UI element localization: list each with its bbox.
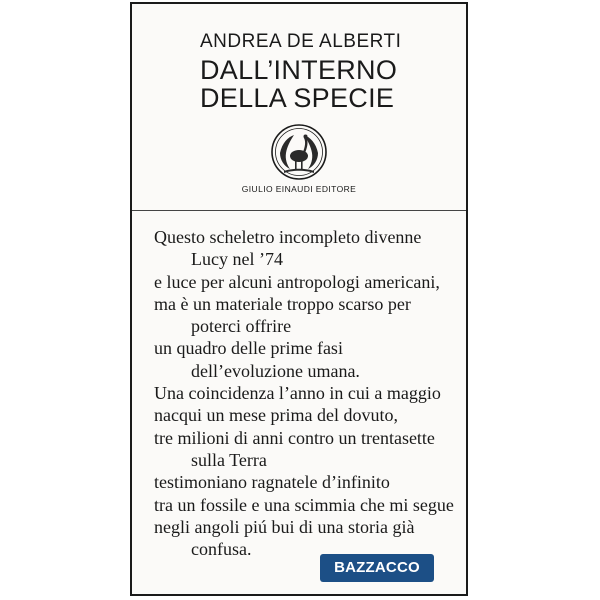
poem-line: tra un fossile e una scimmia che mi segue bbox=[154, 494, 454, 515]
poem-line: negli angoli piú bui di una storia già bbox=[154, 516, 415, 537]
book-cover bbox=[130, 2, 468, 596]
poem-line: testimoniano ragnatele d’infinito bbox=[154, 472, 390, 493]
poem-line: dell’evoluzione umana. bbox=[191, 360, 360, 381]
cover-divider bbox=[132, 210, 466, 211]
book-title-line-2: DELLA SPECIE bbox=[200, 83, 395, 113]
poem-line: confusa. bbox=[191, 539, 252, 560]
poem-line: e luce per alcuni antropologi americani, bbox=[154, 271, 440, 292]
author-name: ANDREA DE ALBERTI bbox=[200, 31, 402, 52]
bookshop-sticker: BAZZACCO bbox=[320, 554, 434, 582]
ostrich-emblem-icon bbox=[270, 123, 328, 181]
poem-line: tre milioni di anni contro un trentasette bbox=[154, 427, 435, 448]
poem-line: Una coincidenza l’anno in cui a maggio bbox=[154, 383, 441, 404]
poem-line: Questo scheletro incompleto divenne bbox=[154, 227, 422, 247]
poem-line: poterci offrire bbox=[191, 316, 292, 337]
poem-line: ma è un materiale troppo scarso per bbox=[154, 293, 411, 314]
poem-line: sulla Terra bbox=[191, 449, 267, 470]
poem-text bbox=[154, 226, 454, 560]
poem-line: nacqui un mese prima del dovuto, bbox=[154, 405, 398, 426]
book-title-line-1: DALL’INTERNO bbox=[200, 55, 398, 85]
poem-line: un quadro delle prime fasi bbox=[154, 338, 343, 359]
publisher-name: GIULIO EINAUDI EDITORE bbox=[241, 184, 357, 194]
poem-line: Lucy nel ’74 bbox=[191, 249, 283, 270]
